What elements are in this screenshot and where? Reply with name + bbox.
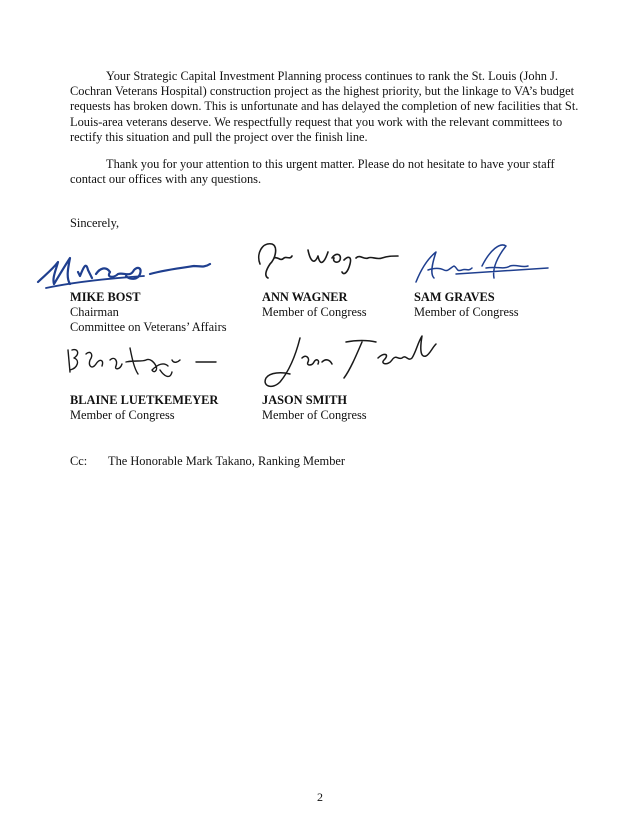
signer-name: BLAINE LUETKEMEYER xyxy=(70,393,219,407)
body-paragraph: Thank you for your attention to this urgent matter. Please do not hesitate to have your staff contact our offices with any questions. xyxy=(70,157,555,187)
signature-stroke xyxy=(265,336,436,386)
cc-label: Cc: xyxy=(70,454,88,468)
signature-stroke xyxy=(38,258,210,284)
signature-mike-bost xyxy=(34,244,224,292)
signer-title: Chairman xyxy=(70,305,119,320)
signer-title: Member of Congress xyxy=(262,305,367,320)
signer-block xyxy=(414,290,519,320)
cc-recipient: The Honorable Mark Takano, Ranking Member xyxy=(108,454,346,468)
signature-stroke xyxy=(68,348,216,376)
signature-stroke xyxy=(416,245,548,282)
signature-sam-graves xyxy=(406,238,556,288)
signature-stroke xyxy=(259,244,398,278)
signer-committee: Committee on Veterans’ Affairs xyxy=(70,320,227,335)
signer-block xyxy=(262,290,367,320)
closing-salutation: Sincerely, xyxy=(70,216,120,230)
signer-name: MIKE BOST xyxy=(70,290,141,304)
cc-line xyxy=(70,454,345,469)
signature-stroke xyxy=(46,276,144,288)
signer-title: Member of Congress xyxy=(414,305,519,320)
signer-block xyxy=(262,393,367,423)
signer-title: Member of Congress xyxy=(70,408,175,423)
signer-title: Member of Congress xyxy=(262,408,367,423)
signer-name: SAM GRAVES xyxy=(414,290,495,304)
signature-ann-wagner xyxy=(252,234,402,282)
signer-block xyxy=(70,393,218,423)
page-number: 2 xyxy=(317,790,323,804)
signer-name: JASON SMITH xyxy=(262,393,348,407)
body-paragraph: Your Strategic Capital Investment Planning process continues to rank the St. Louis (John J. Cochran Veterans Hospital) construction project as the highest priority, but the linkage to VA’s budget requests has broken down. This is unfortunate and has delayed the completion of new facilities that St. Louis-area veterans deserve. We respectfully request that you work with the relevant committees to rectify this situation and pull the project over the finish line. xyxy=(70,69,579,144)
signer-block xyxy=(70,290,227,336)
signature-blaine-luetkemeyer xyxy=(60,340,220,384)
signature-jason-smith xyxy=(256,330,446,396)
signer-name: ANN WAGNER xyxy=(262,290,348,304)
